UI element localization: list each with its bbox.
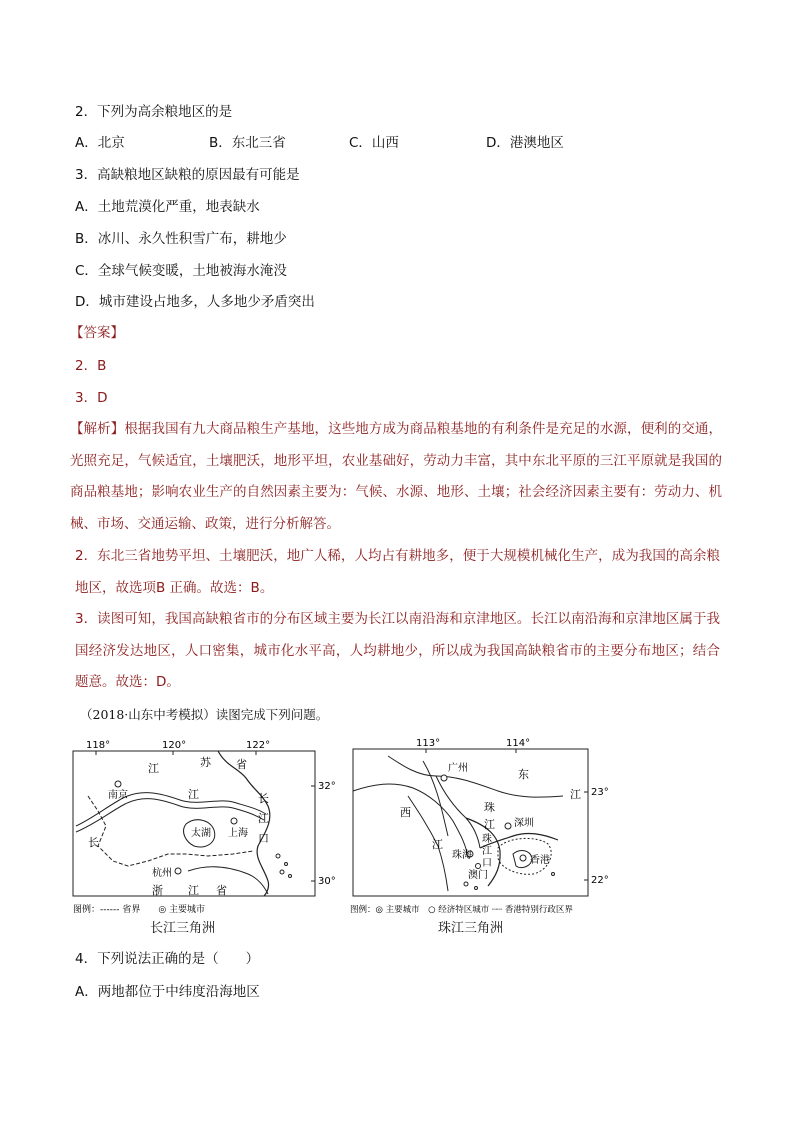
caption-pearl-delta: 珠江三角洲 [438, 921, 504, 936]
caption-yangtze-delta: 长江三角洲 [150, 921, 216, 936]
q3-option-c: C．全球气候变暖，土地被海水淹没 [75, 263, 287, 279]
dong-river [388, 756, 563, 797]
lat-label-22: 22° [591, 875, 609, 886]
q2-stem: 2．下列为高余粮地区的是 [75, 104, 233, 120]
label-kou: 口 [482, 858, 492, 869]
label-estuary-3: 口 [258, 832, 269, 845]
label-hongkong: 香港 [530, 855, 550, 866]
analysis-intro-text: 根据我国有九大商品粮生产基地，这些地方成为商品粮基地的有利条件是充足的水源，便利的交通，光照充足，气候适宜，土壤肥沃，地形平坦，农业基础好，劳动力丰富，其中东北平原的三江平原就是我国的商品粮基地；影响农业生产的自然因素主要为：气候、水源、地形、土壤；社会经济因素主要有：劳动力、机械、市场、交通运输、政策，进行分析解答。 [70, 421, 723, 532]
source-line: （2018·山东中考模拟）读图完成下列问题。 [80, 707, 329, 722]
legend-left: 图例：------ 省界 ◎ 主要城市 [73, 905, 206, 915]
label-guangzhou: 广州 [448, 763, 468, 774]
answer-3: 3．D [75, 390, 108, 406]
analysis-point-3: 3．读图可知，我国高缺粮省市的分布区域主要为长江以南沿海和京津地区。长江以南沿海和京津地区属于我国经济发达地区，人口密集，城市化水平高，人均耕地少，所以成为我国高缺粮省市的主要分布地区；结合题意。故选：D。 [75, 611, 720, 690]
q2-option-c: C．山西 [349, 135, 399, 151]
q3-option-d: D．城市建设占地多，人多地少矛盾突出 [75, 294, 315, 310]
q4-option-a: A．两地都位于中纬度沿海地区 [75, 984, 260, 1000]
q4-stem: 4．下列说法正确的是（ ） [75, 951, 260, 967]
label-zhejiang-1: 浙 [152, 884, 163, 897]
nanjing-marker [115, 781, 121, 787]
q2-option-d: D．港澳地区 [486, 135, 564, 151]
lon-label-113: 113° [416, 738, 441, 749]
shanghai-marker [231, 818, 237, 824]
label-macau: 澳门 [468, 870, 488, 881]
lat-label-32: 32° [318, 781, 336, 792]
shenzhen-marker [505, 823, 511, 829]
lon-label-120: 120° [162, 740, 187, 751]
label-river-2: 江 [188, 788, 199, 801]
lon-label-118: 118° [86, 740, 111, 751]
q2-options [75, 133, 715, 153]
macau-marker [476, 864, 481, 869]
lat-label-30: 30° [318, 876, 336, 887]
label-zhejiang-3: 省 [216, 884, 227, 897]
label-hangzhou: 杭州 [152, 868, 172, 879]
label-jiangsu-1: 江 [148, 762, 159, 775]
legend-right: 图例：◎ 主要城市 ○ 经济特区城市 ┈┈ 香港特别行政区界 [350, 905, 573, 915]
label-jiangsu-2: 苏 [200, 756, 211, 769]
label-zhejiang-2: 江 [188, 884, 199, 897]
guangzhou-marker [441, 775, 447, 781]
lat-label-23: 23° [591, 787, 609, 798]
label-dong-jiang: 江 [570, 788, 581, 801]
map-frame [73, 751, 315, 896]
q3-stem: 3．高缺粮地区缺粮的原因最有可能是 [75, 167, 300, 183]
label-jiang-2: 江 [482, 846, 492, 857]
label-zhuhai: 珠海 [452, 850, 472, 861]
pearl-delta-map-svg [348, 736, 620, 936]
hangzhou-marker [175, 868, 181, 874]
pearl-delta-map [348, 736, 620, 936]
answer-header: 【答案】 [70, 325, 124, 341]
label-estuary-2: 江 [258, 812, 269, 825]
analysis-point-2: 2．东北三省地势平坦、土壤肥沃，地广人稀，人均占有耕地多，便于大规模机械化生产，成为我国的高余粮地区，故选项B 正确。故选：B。 [75, 548, 720, 596]
label-zhu-2: 珠 [482, 834, 492, 845]
label-jiangsu-3: 省 [236, 758, 247, 771]
q2-option-a: A．北京 [75, 135, 125, 151]
hongkong-marker [520, 855, 526, 861]
label-xi: 西 [400, 806, 411, 819]
q3-option-a: A．土地荒漠化严重，地表缺水 [75, 199, 260, 215]
yangtze-delta-map-svg [68, 736, 338, 936]
label-shenzhen: 深圳 [514, 818, 534, 829]
xi-river [353, 784, 468, 858]
lon-label-122: 122° [246, 740, 271, 751]
analysis-intro [70, 414, 722, 540]
label-shanghai: 上海 [228, 828, 248, 839]
analysis-tag: 【解析】 [70, 421, 125, 437]
label-estuary-1: 长 [258, 792, 269, 805]
label-river-1: 长 [88, 836, 99, 849]
label-xi-jiang: 江 [432, 838, 443, 851]
label-dong: 东 [518, 768, 529, 781]
q3-option-b: B．冰川、永久性积雪广布，耕地少 [75, 231, 287, 247]
label-jiang-1: 江 [484, 818, 495, 831]
q2-option-b: B．东北三省 [209, 135, 286, 151]
lon-label-114: 114° [506, 738, 531, 749]
label-taihu: 太湖 [191, 828, 211, 839]
answer-2: 2．B [75, 358, 107, 374]
label-zhu-1: 珠 [484, 801, 495, 814]
yangtze-delta-map [68, 736, 338, 936]
label-nanjing: 南京 [108, 790, 128, 801]
